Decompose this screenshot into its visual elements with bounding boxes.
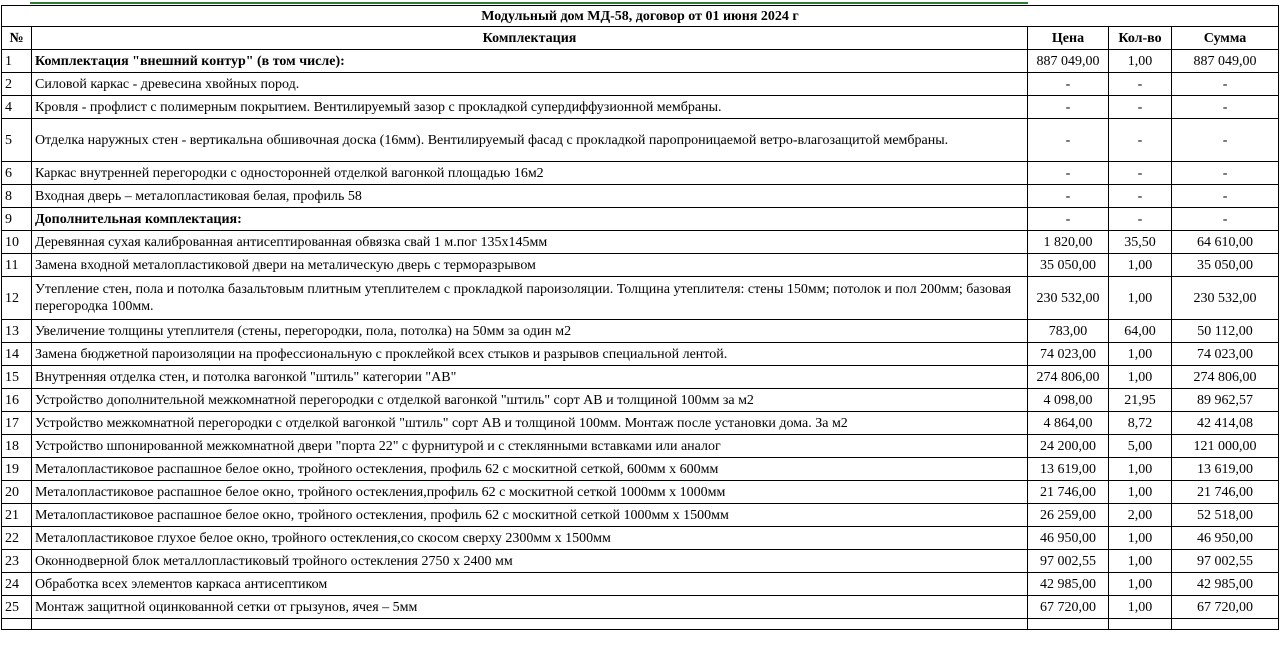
table-row [2, 185, 1279, 208]
cell-num: 22 [2, 527, 32, 550]
cell-sum: - [1172, 208, 1279, 231]
table-row [2, 343, 1279, 366]
cell-qty: 1,00 [1109, 573, 1172, 596]
cell-num: 24 [2, 573, 32, 596]
cell-num: 21 [2, 504, 32, 527]
cell-qty: - [1109, 96, 1172, 119]
cell-price: 783,00 [1028, 320, 1109, 343]
cell-num: 20 [2, 481, 32, 504]
cell-num: 17 [2, 412, 32, 435]
column-header-sum: Сумма [1172, 27, 1279, 50]
table-row [2, 366, 1279, 389]
cell-qty: - [1109, 73, 1172, 96]
cell-price: 42 985,00 [1028, 573, 1109, 596]
cell-price: - [1028, 162, 1109, 185]
cell-price: 1 820,00 [1028, 231, 1109, 254]
cell-desc: Входная дверь – металопластиковая белая, профиль 58 [32, 185, 1028, 208]
cell-price: 887 049,00 [1028, 50, 1109, 73]
cell-price: 74 023,00 [1028, 343, 1109, 366]
cell-qty: 1,00 [1109, 343, 1172, 366]
cell-sum: 35 050,00 [1172, 254, 1279, 277]
cell-sum: 887 049,00 [1172, 50, 1279, 73]
table-row [2, 254, 1279, 277]
cell-price: 274 806,00 [1028, 366, 1109, 389]
cell-sum: 64 610,00 [1172, 231, 1279, 254]
top-border-accent [30, 2, 1028, 4]
cell-num: 8 [2, 185, 32, 208]
cell-qty: 21,95 [1109, 389, 1172, 412]
cell-num: 23 [2, 550, 32, 573]
cell-sum: 121 000,00 [1172, 435, 1279, 458]
table-row [2, 277, 1279, 320]
cell-qty: 1,00 [1109, 50, 1172, 73]
cell-sum: - [1172, 119, 1279, 162]
cell-num: 19 [2, 458, 32, 481]
cell-desc: Дополнительная комплектация: [32, 208, 1028, 231]
header-row [2, 27, 1279, 50]
cell-desc: Каркас внутренней перегородки с односторонней отделкой вагонкой площадью 16м2 [32, 162, 1028, 185]
cell-price: 26 259,00 [1028, 504, 1109, 527]
cell-price: 24 200,00 [1028, 435, 1109, 458]
cell-price: 21 746,00 [1028, 481, 1109, 504]
cell-qty: 2,00 [1109, 504, 1172, 527]
cell-desc: Оконнодверной блок металлопластиковый тройного остекления 2750 х 2400 мм [32, 550, 1028, 573]
cell-num: 6 [2, 162, 32, 185]
cell-desc: Обработка всех элементов каркаса антисептиком [32, 573, 1028, 596]
cell-price: 97 002,55 [1028, 550, 1109, 573]
cell-sum: 42 414,08 [1172, 412, 1279, 435]
document-title: Модульный дом МД-58, договор от 01 июня 2024 г [2, 6, 1279, 27]
cell-price: 4 098,00 [1028, 389, 1109, 412]
column-header-qty: Кол-во [1109, 27, 1172, 50]
cell-qty: - [1109, 185, 1172, 208]
cell-sum: - [1172, 162, 1279, 185]
cell-price: 230 532,00 [1028, 277, 1109, 320]
cell-qty: 1,00 [1109, 596, 1172, 619]
cell-price: 13 619,00 [1028, 458, 1109, 481]
cell-sum: 46 950,00 [1172, 527, 1279, 550]
cell-empty [1172, 619, 1279, 630]
cell-num: 14 [2, 343, 32, 366]
cell-desc: Комплектация "внешний контур" (в том числе): [32, 50, 1028, 73]
cell-sum: 67 720,00 [1172, 596, 1279, 619]
cell-desc: Монтаж защитной оцинкованной сетки от грызунов, ячея – 5мм [32, 596, 1028, 619]
cell-num: 25 [2, 596, 32, 619]
table-row [2, 573, 1279, 596]
cell-desc: Устройство шпонированной межкомнатной двери "порта 22" с фурнитурой и с стеклянными вставками или аналог [32, 435, 1028, 458]
cell-qty: 64,00 [1109, 320, 1172, 343]
column-header-desc: Комплектация [32, 27, 1028, 50]
cell-desc: Металопластиковое распашное белое окно, тройного остекления, профиль 62 с москитной сеткой, 600мм х 600мм [32, 458, 1028, 481]
cell-qty: 1,00 [1109, 277, 1172, 320]
table-row [2, 119, 1279, 162]
cell-num: 4 [2, 96, 32, 119]
table-row [2, 481, 1279, 504]
cell-desc: Устройство дополнительной межкомнатной перегородки с отделкой вагонкой "штиль" сорт АВ и толщиной 100мм за м2 [32, 389, 1028, 412]
cell-desc: Отделка наружных стен - вертикальна обшивочная доска (16мм). Вентилируемый фасад с прокладкой паропроницаемой ветро-влагозащитой мембраны. [32, 119, 1028, 162]
cell-num: 2 [2, 73, 32, 96]
table-row [2, 162, 1279, 185]
cell-qty: 8,72 [1109, 412, 1172, 435]
column-header-price: Цена [1028, 27, 1109, 50]
cell-sum: 74 023,00 [1172, 343, 1279, 366]
cell-sum: 230 532,00 [1172, 277, 1279, 320]
cell-sum: - [1172, 96, 1279, 119]
cell-price: 4 864,00 [1028, 412, 1109, 435]
table-row [2, 50, 1279, 73]
table-body [2, 50, 1279, 630]
cell-qty: 1,00 [1109, 254, 1172, 277]
cell-sum: 274 806,00 [1172, 366, 1279, 389]
cell-price: - [1028, 96, 1109, 119]
table-row [2, 96, 1279, 119]
cell-qty: 1,00 [1109, 458, 1172, 481]
table-row [2, 458, 1279, 481]
cell-desc: Утепление стен, пола и потолка базальтовым плитным утеплителем с прокладкой пароизоляции. Толщина утеплителя: стены 150мм; потолок и пол 200мм; базовая перегородка 100мм. [32, 277, 1028, 320]
cell-sum: 52 518,00 [1172, 504, 1279, 527]
table-row [2, 435, 1279, 458]
cell-num: 16 [2, 389, 32, 412]
cell-qty: 5,00 [1109, 435, 1172, 458]
cell-price: 46 950,00 [1028, 527, 1109, 550]
cell-empty [1109, 619, 1172, 630]
cell-empty [1028, 619, 1109, 630]
cell-desc: Замена бюджетной пароизоляции на профессиональную с проклейкой всех стыков и разрывов специальной лентой. [32, 343, 1028, 366]
cell-price: 35 050,00 [1028, 254, 1109, 277]
cell-desc: Металопластиковое распашное белое окно, тройного остекления, профиль 62 с москитной сеткой 1000мм х 1500мм [32, 504, 1028, 527]
cell-price: - [1028, 73, 1109, 96]
specification-table [1, 5, 1279, 630]
cell-empty [2, 619, 32, 630]
cell-sum: 13 619,00 [1172, 458, 1279, 481]
cell-qty: - [1109, 119, 1172, 162]
cell-num: 12 [2, 277, 32, 320]
cell-sum: 50 112,00 [1172, 320, 1279, 343]
cell-qty: 1,00 [1109, 481, 1172, 504]
cell-desc: Деревянная сухая калиброванная антисептированная обвязка свай 1 м.пог 135х145мм [32, 231, 1028, 254]
cell-sum: - [1172, 185, 1279, 208]
cell-sum: 21 746,00 [1172, 481, 1279, 504]
cell-desc: Устройство межкомнатной перегородки с отделкой вагонкой "штиль" сорт АВ и толщиной 100мм. Монтаж после установки дома. За м2 [32, 412, 1028, 435]
cell-qty: 35,50 [1109, 231, 1172, 254]
cell-num: 11 [2, 254, 32, 277]
table-row [2, 596, 1279, 619]
cell-desc: Металопластиковое распашное белое окно, тройного остекления,профиль 62 с москитной сеткой 1000мм х 1000мм [32, 481, 1028, 504]
cell-qty: 1,00 [1109, 527, 1172, 550]
cell-desc: Силовой каркас - древесина хвойных пород. [32, 73, 1028, 96]
cell-sum: 42 985,00 [1172, 573, 1279, 596]
cell-qty: - [1109, 162, 1172, 185]
cell-desc: Кровля - профлист с полимерным покрытием. Вентилируемый зазор с прокладкой супердиффузионной мембраны. [32, 96, 1028, 119]
cell-num: 15 [2, 366, 32, 389]
cell-desc: Увеличение толщины утеплителя (стены, перегородки, пола, потолка) на 50мм за один м2 [32, 320, 1028, 343]
cell-num: 9 [2, 208, 32, 231]
table-row [2, 73, 1279, 96]
cell-price: - [1028, 119, 1109, 162]
cell-qty: - [1109, 208, 1172, 231]
cell-num: 5 [2, 119, 32, 162]
cell-desc: Замена входной металопластиковой двери на металическую дверь с терморазрывом [32, 254, 1028, 277]
cell-price: - [1028, 185, 1109, 208]
table-row-cutoff [2, 619, 1279, 630]
table-row [2, 231, 1279, 254]
cell-sum: - [1172, 73, 1279, 96]
cell-num: 1 [2, 50, 32, 73]
cell-num: 13 [2, 320, 32, 343]
cell-qty: 1,00 [1109, 550, 1172, 573]
cell-sum: 97 002,55 [1172, 550, 1279, 573]
table-row [2, 550, 1279, 573]
cell-qty: 1,00 [1109, 366, 1172, 389]
table-row [2, 389, 1279, 412]
table-row [2, 412, 1279, 435]
cell-num: 18 [2, 435, 32, 458]
cell-sum: 89 962,57 [1172, 389, 1279, 412]
cell-num: 10 [2, 231, 32, 254]
column-header-num: № [2, 27, 32, 50]
cell-price: 67 720,00 [1028, 596, 1109, 619]
table-row [2, 504, 1279, 527]
table-row [2, 208, 1279, 231]
table-row [2, 320, 1279, 343]
cell-price: - [1028, 208, 1109, 231]
cell-desc: Металопластиковое глухое белое окно, тройного остекления,со скосом сверху 2300мм х 1500мм [32, 527, 1028, 550]
cell-empty [32, 619, 1028, 630]
table-row [2, 527, 1279, 550]
cell-desc: Внутренняя отделка стен, и потолка вагонкой "штиль" категории "АВ" [32, 366, 1028, 389]
